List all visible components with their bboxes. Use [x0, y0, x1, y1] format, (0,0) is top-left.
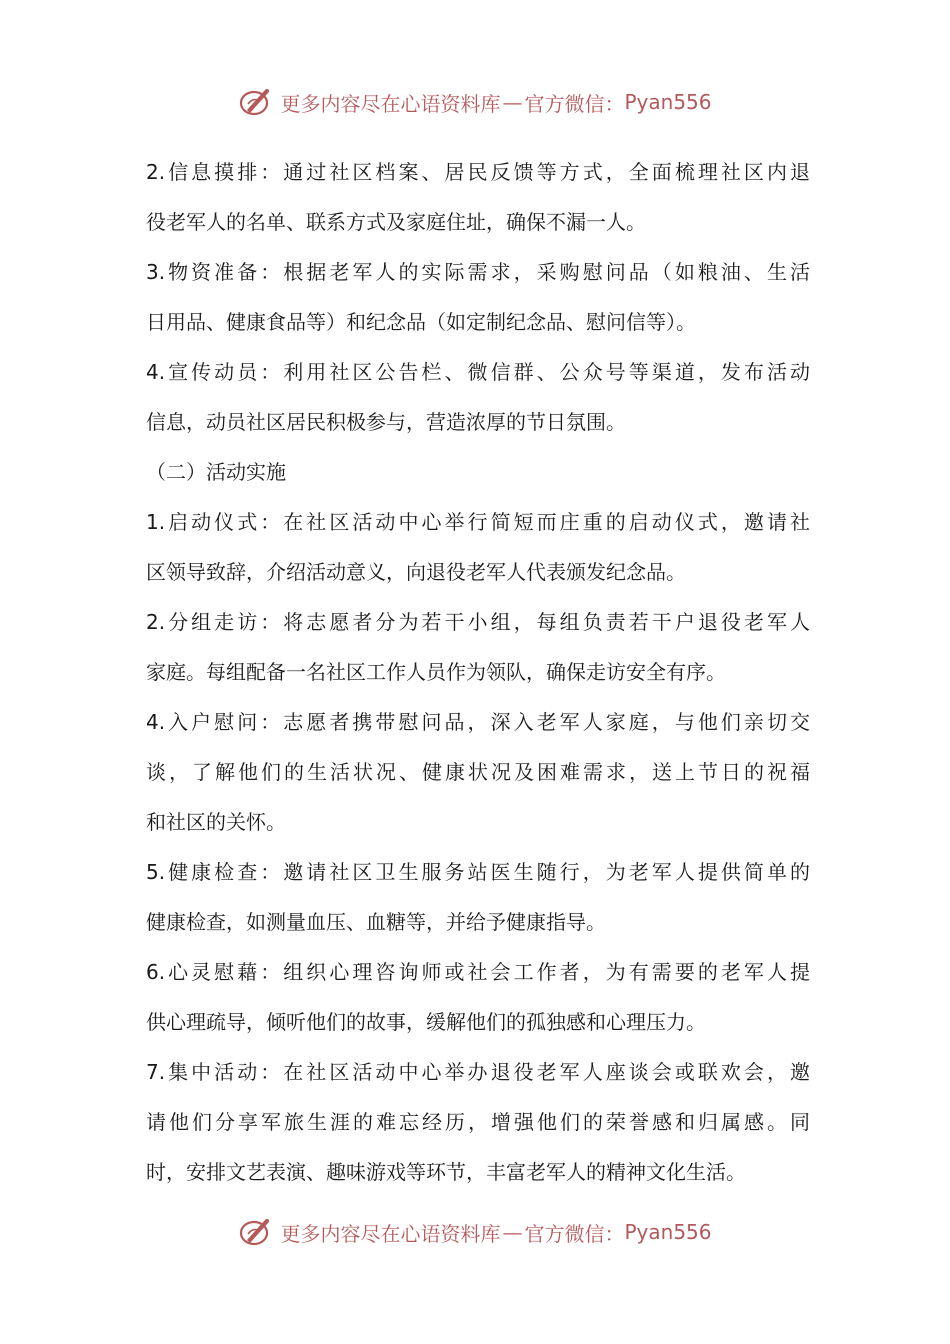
paragraph-line: 和社区的关怀。: [146, 810, 286, 834]
paragraph-line: 7.集中活动：在社区活动中心举办退役老军人座谈会或联欢会，邀: [146, 1060, 810, 1084]
paragraph-line: 6.心灵慰藉：组织心理咨询师或社会工作者，为有需要的老军人提: [146, 960, 810, 984]
brand-logo-icon: [238, 1214, 274, 1250]
footer-watermark-banner: [0, 1212, 950, 1252]
paragraph-line: 2.信息摸排：通过社区档案、居民反馈等方式，全面梳理社区内退: [146, 160, 810, 184]
banner-brand-text: 更多内容尽在心语资料库: [280, 1221, 501, 1246]
paragraph-line: 信息，动员社区居民积极参与，营造浓厚的节日氛围。: [146, 410, 626, 434]
paragraph-line: 2.分组走访：将志愿者分为若干小组，每组负责若干户退役老军人: [146, 610, 810, 634]
banner-wechat-id: Pyan556: [624, 90, 712, 114]
paragraph-line: 4.宣传动员：利用社区公告栏、微信群、公众号等渠道，发布活动: [146, 360, 810, 384]
banner-separator: —: [502, 90, 523, 114]
paragraph-line: 时，安排文艺表演、趣味游戏等环节，丰富老军人的精神文化生活。: [146, 1160, 746, 1184]
section-heading: （二）活动实施: [146, 460, 286, 484]
paragraph-line: 4.入户慰问：志愿者携带慰问品，深入老军人家庭，与他们亲切交: [146, 710, 810, 734]
banner-brand-text: 更多内容尽在心语资料库: [280, 91, 501, 116]
paragraph-line: 日用品、健康食品等）和纪念品（如定制纪念品、慰问信等）。: [146, 310, 696, 334]
paragraph-line: 5.健康检查：邀请社区卫生服务站医生随行，为老军人提供简单的: [146, 860, 810, 884]
paragraph-line: 健康检查，如测量血压、血糖等，并给予健康指导。: [146, 910, 606, 934]
paragraph-line: 请他们分享军旅生涯的难忘经历，增强他们的荣誉感和归属感。同: [146, 1110, 810, 1134]
paragraph-line: 3.物资准备：根据老军人的实际需求，采购慰问品（如粮油、生活: [146, 260, 810, 284]
brand-logo-icon: [238, 84, 274, 120]
paragraph-line: 1.启动仪式：在社区活动中心举行简短而庄重的启动仪式，邀请社: [146, 510, 810, 534]
header-watermark-banner: [0, 82, 950, 122]
banner-separator: —: [502, 1220, 523, 1244]
document-body: [146, 147, 810, 1197]
paragraph-line: 役老军人的名单、联系方式及家庭住址，确保不漏一人。: [146, 210, 646, 234]
paragraph-line: 谈，了解他们的生活状况、健康状况及困难需求，送上节日的祝福: [146, 760, 810, 784]
banner-wechat-id: Pyan556: [624, 1220, 712, 1244]
paragraph-line: 家庭。每组配备一名社区工作人员作为领队，确保走访安全有序。: [146, 660, 726, 684]
banner-wechat-label: 官方微信：: [524, 91, 625, 116]
banner-wechat-label: 官方微信：: [524, 1221, 625, 1246]
paragraph-line: 供心理疏导，倾听他们的故事，缓解他们的孤独感和心理压力。: [146, 1010, 706, 1034]
paragraph-line: 区领导致辞，介绍活动意义，向退役老军人代表颁发纪念品。: [146, 560, 686, 584]
